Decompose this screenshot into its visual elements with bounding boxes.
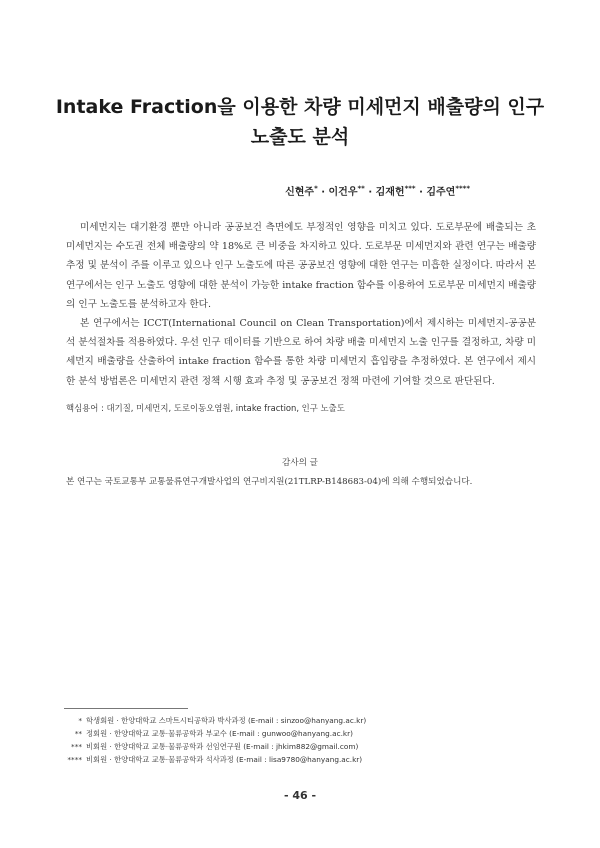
author-separator: ·	[419, 187, 423, 198]
abstract-paragraph-2: 본 연구에서는 ICCT(International Council on Clean Transportation)에서 제시하는 미세먼지-공공분석 분석절차를 적용하였다. 우선 인구 데이터를 기반으로 하여 차량 배출 미세먼지 노출 인구를 결정하고, 차량 미세먼지 배출량을 산출하여 intake fraction 함수를 통한 차량 미세먼지 흡입량을 추정하였다. 본 연구에서 제시한 분석 방법론은 미세먼지 관련 정책 시행 효과 추정 및 공공보건 정책 마련에 기여할 것으로 판단된다.	[66, 318, 536, 387]
abstract-paragraph-1: 미세먼지는 대기환경 뿐만 아니라 공공보건 측면에도 부정적인 영향을 미치고 있다. 도로부문에 배출되는 초미세먼지는 수도권 전체 배출량의 약 18%로 큰 비중을 차지하고 있다. 도로부문 미세먼지와 관련 연구는 배출량 추정 및 분석이 주를 이루고 있으나 인구 노출도에 따른 공공보건 영향에 대한 연구는 미흡한 실정이다. 따라서 본 연구에서는 인구 노출도 영향에 대한 분석이 가능한 intake fraction 함수를 이용하여 도로부문 미세먼지 배출량의 인구 노출도를 분석하고자 한다.	[66, 222, 536, 310]
author-name: 김재헌	[375, 187, 405, 198]
author-mark: ****	[455, 184, 470, 193]
footnote	[58, 740, 366, 753]
footnote-text: 정회원 · 한양대학교 교통·물류공학과 부교수 (E-mail : gunwoo@hanyang.ac.kr)	[86, 729, 353, 738]
footnote-divider	[64, 708, 188, 709]
footnote-mark: *	[78, 716, 82, 725]
author-mark: **	[357, 184, 365, 193]
page-number: - 46 -	[283, 789, 317, 802]
keywords-label: 핵심용어 :	[66, 403, 104, 413]
keywords	[66, 402, 345, 414]
footnote	[58, 714, 366, 727]
title-line-2: 노출도 분석	[250, 126, 350, 148]
author-separator: ·	[368, 187, 373, 198]
keywords-terms: 대기질, 미세먼지, 도로이동오염원, intake fraction, 인구 노출도	[106, 403, 345, 413]
footnote-mark: **	[74, 729, 82, 738]
footnote-text: 비회원 · 한양대학교 교통·물류공학과 선임연구원 (E-mail : jhkim882@gmail.com)	[86, 742, 359, 751]
author-mark: *	[314, 184, 318, 193]
title-line-1: Intake Fraction을 이용한 차량 미세먼지 배출량의 인구	[55, 96, 545, 118]
footnotes	[58, 714, 366, 766]
paper-title	[40, 92, 560, 152]
footnote-mark: ****	[67, 755, 82, 764]
acknowledgement-title: 감사의 글	[282, 458, 318, 468]
author-name: 신현주	[285, 187, 315, 198]
author-name: 김주연	[426, 187, 456, 198]
abstract	[66, 218, 536, 391]
footnote	[58, 753, 366, 766]
author-name: 이건우	[328, 187, 358, 198]
footnote-mark: ***	[71, 742, 82, 751]
footnote-text: 학생회원 · 한양대학교 스마트시티공학과 박사과정 (E-mail : sinzoo@hanyang.ac.kr)	[86, 716, 367, 725]
acknowledgement-text: 본 연구는 국토교통부 교통물류연구개발사업의 연구비지원(21TLRP-B148683-04)에 의해 수행되었습니다.	[66, 477, 473, 487]
author-separator: ·	[321, 187, 326, 198]
footnote-text: 비회원 · 한양대학교 교통·물류공학과 석사과정 (E-mail : lisa9780@hanyang.ac.kr)	[86, 755, 363, 764]
author-mark: ***	[404, 184, 416, 193]
author-list	[285, 183, 470, 198]
footnote	[58, 727, 366, 740]
